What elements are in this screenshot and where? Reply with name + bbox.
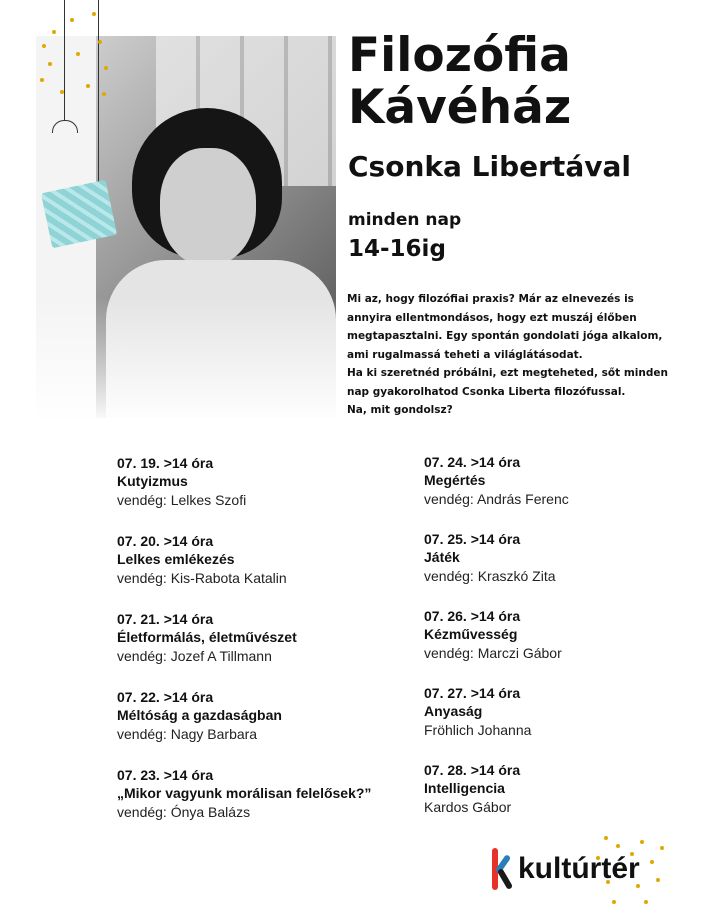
event-date: 07. 27. >14 óra	[424, 685, 521, 701]
gold-dot	[70, 18, 74, 22]
event-topic: Kézművesség	[424, 626, 518, 642]
gold-dot	[656, 878, 660, 882]
gold-dot	[98, 40, 102, 44]
kulturter-k-icon	[492, 848, 514, 890]
gold-dot	[650, 860, 654, 864]
event-guest: Kardos Gábor	[424, 799, 512, 815]
gold-dot	[48, 62, 52, 66]
intro-line: megtapasztalni. Egy spontán gondolati jóga alkalom,	[347, 330, 663, 342]
event-date: 07. 25. >14 óra	[424, 531, 521, 547]
intro-line: Mi az, hogy filozófiai praxis? Már az elnevezés is	[347, 293, 634, 305]
gift-string	[98, 0, 99, 188]
event-topic: „Mikor vagyunk morálisan felelősek?”	[117, 785, 372, 801]
page-subtitle: Csonka Libertával	[348, 150, 631, 183]
event-guest: vendég: Jozef A Tillmann	[117, 648, 272, 664]
event-guest: vendég: Kraszkó Zita	[424, 568, 556, 584]
gold-dot	[52, 30, 56, 34]
schedule-days: minden nap	[348, 210, 462, 230]
event-guest: vendég: Ónya Balázs	[117, 804, 251, 820]
event-guest: vendég: Kis-Rabota Katalin	[117, 570, 287, 586]
portrait-face	[160, 148, 256, 266]
event-guest: vendég: Lelkes Szofi	[117, 492, 247, 508]
event-date: 07. 28. >14 óra	[424, 762, 521, 778]
event-item	[424, 684, 569, 740]
gold-dot	[640, 840, 644, 844]
event-topic: Életformálás, életművészet	[117, 629, 297, 645]
event-item	[117, 610, 371, 666]
event-item	[117, 454, 371, 510]
event-item	[117, 688, 371, 744]
gold-dot	[612, 900, 616, 904]
intro-line: Na, mit gondolsz?	[347, 404, 453, 416]
event-guest: vendég: András Ferenc	[424, 491, 569, 507]
schedule-column-right	[424, 453, 569, 838]
gold-dot	[92, 12, 96, 16]
event-topic: Anyaság	[424, 703, 483, 719]
event-guest: Fröhlich Johanna	[424, 722, 532, 738]
page-title	[348, 30, 571, 134]
logo-text: kultúrtér	[518, 852, 640, 885]
title-line-1: Filozófia	[348, 28, 571, 83]
photo-fade	[36, 298, 336, 418]
kulturter-logo	[492, 848, 640, 890]
event-item	[117, 766, 371, 822]
intro-line: Ha ki szeretnéd próbálni, ezt megteheted, sőt minden	[347, 367, 668, 379]
gold-dot	[104, 66, 108, 70]
event-topic: Megértés	[424, 472, 486, 488]
event-item	[424, 607, 569, 663]
event-topic: Lelkes emlékezés	[117, 551, 235, 567]
event-date: 07. 20. >14 óra	[117, 533, 214, 549]
event-item	[117, 532, 371, 588]
event-date: 07. 24. >14 óra	[424, 454, 521, 470]
gold-dot	[40, 78, 44, 82]
gold-dot	[604, 836, 608, 840]
event-date: 07. 19. >14 óra	[117, 455, 214, 471]
intro-line: annyira ellentmondásos, hogy ezt muszáj élőben	[347, 311, 637, 324]
event-item	[424, 453, 569, 509]
gold-dot	[660, 846, 664, 850]
event-item	[424, 530, 569, 586]
event-item	[424, 761, 569, 817]
intro-text	[347, 290, 677, 420]
intro-line: nap gyakorolhatod Csonka Liberta filozófussal.	[347, 385, 626, 398]
gold-dot	[102, 92, 106, 96]
schedule-hours: 14-16ig	[348, 236, 446, 262]
intro-line: ami rugalmassá teheti a világlátásodat.	[347, 348, 583, 361]
gold-dot	[42, 44, 46, 48]
event-topic: Intelligencia	[424, 780, 505, 796]
event-topic: Méltóság a gazdaságban	[117, 707, 282, 723]
gold-dot	[644, 900, 648, 904]
gold-dot	[76, 52, 80, 56]
lamp-cord	[64, 0, 65, 120]
gold-dot	[86, 84, 90, 88]
event-guest: vendég: Nagy Barbara	[117, 726, 258, 742]
logo-stroke-dark	[497, 868, 513, 890]
event-date: 07. 22. >14 óra	[117, 689, 214, 705]
title-line-2: Kávéház	[348, 80, 572, 135]
gold-dot	[60, 90, 64, 94]
schedule-column-left	[117, 454, 371, 844]
event-date: 07. 23. >14 óra	[117, 767, 214, 783]
event-topic: Játék	[424, 549, 460, 565]
event-topic: Kutyizmus	[117, 473, 188, 489]
event-guest: vendég: Marczi Gábor	[424, 645, 562, 661]
event-date: 07. 26. >14 óra	[424, 608, 521, 624]
event-date: 07. 21. >14 óra	[117, 611, 214, 627]
